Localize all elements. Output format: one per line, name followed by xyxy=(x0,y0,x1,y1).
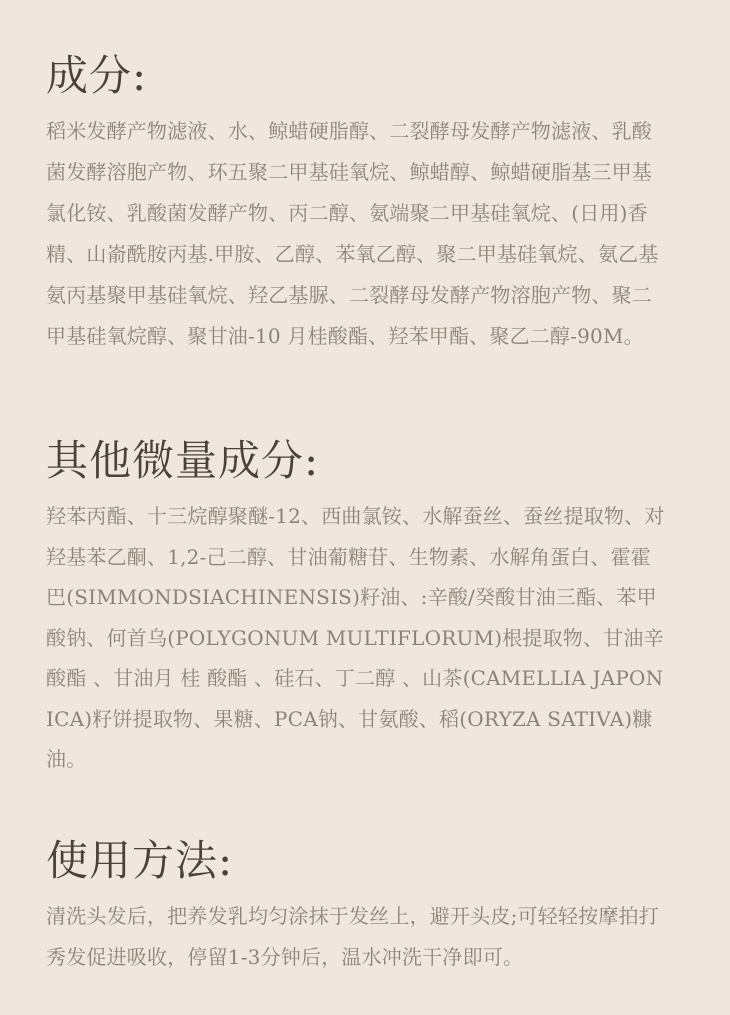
usage-heading: 使用方法: xyxy=(46,836,234,885)
ingredients-heading: 成分: xyxy=(46,51,148,100)
trace-ingredients-section xyxy=(46,436,666,780)
ingredients-text: 稻米发酵产物滤液、水、鲸蜡硬脂醇、二裂酵母发酵产物滤液、乳酸菌发酵溶胞产物、环五聚二甲基硅氧烷、鲸蜡醇、鲸蜡硬脂基三甲基氯化铵、乳酸菌发酵产物、丙二醇、氨端聚二甲基硅氧烷、(日用)香精、山嵛酰胺丙基.甲胺、乙醇、苯氧乙醇、聚二甲基硅氧烷、氨乙基氨丙基聚甲基硅氧烷、羟乙基脲、二裂酵母发酵产物溶胞产物、聚二甲基硅氧烷醇、聚甘油-10 月桂酸酯、羟苯甲酯、聚乙二醇-90M。 xyxy=(46,119,659,348)
trace-ingredients-heading: 其他微量成分: xyxy=(46,436,320,485)
trace-ingredients-text: 羟苯丙酯、十三烷醇聚醚-12、西曲氯铵、水解蚕丝、蚕丝提取物、对羟基苯乙酮、1,2-己二醇、甘油葡糖苷、生物素、水解角蛋白、霍霍巴(SIMMONDSIACHINENSIS)籽油、:辛酸/癸酸甘油三酯、苯甲酸钠、何首乌(POLYGONUM MULTIFLORUM)根提取物、甘油辛酸酯 、甘油月 桂 酸酯 、硅石、丁二醇 、山茶(CAMELLIA JAPONICA)籽饼提取物、果糖、PCA钠、甘氨酸、稻(ORYZA SATIVA)糠油。 xyxy=(46,504,665,771)
usage-section xyxy=(46,836,666,978)
usage-text: 清洗头发后，把养发乳均匀涂抹于发丝上，避开头皮;可轻轻按摩拍打秀发促进吸收，停留1-3分钟后，温水冲洗干净即可。 xyxy=(46,904,659,969)
ingredients-section xyxy=(46,51,666,357)
